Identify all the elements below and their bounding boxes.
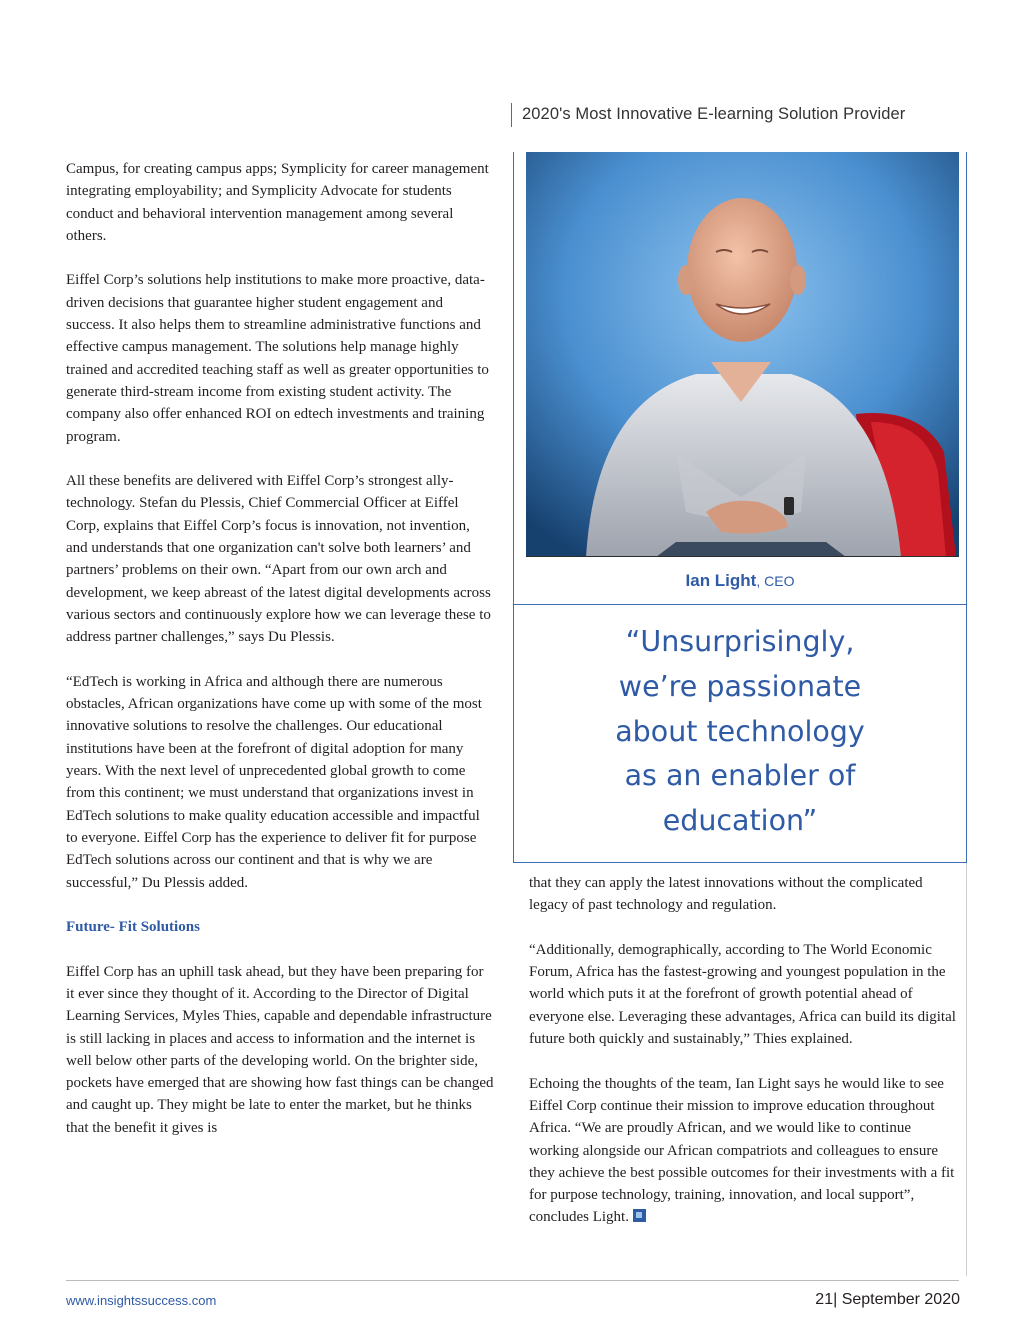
pull-quote-line: we’re passionate	[618, 669, 862, 703]
article-paragraph-text: Echoing the thoughts of the team, Ian Light says he would like to see Eiffel Corp continue their mission to improve education throughout Africa. “We are proudly African, and we would like to continue working alongside our African compatriots and colleagues to ensure they achieve the best possible outcomes for their investments with a fit for purpose technology, training, innovation, and local support”, concludes Light.	[529, 1075, 955, 1226]
left-article-column	[66, 158, 494, 1161]
article-paragraph: “EdTech is working in Africa and although there are numerous obstacles, African organizations have come up with some of the most innovative solutions to resolve the challenges. Our educational institutions have been at the forefront of digital adoption for many years. With the next level of unprecedented global growth to come from this continent; we must understand that organizations invest in EdTech solutions to make quality education accessible and impactful to everyone. Eiffel Corp has the experience to deliver fit for purpose EdTech solutions across our continent and that is why we are successful,” Du Plessis added.	[66, 673, 482, 891]
end-of-article-icon	[633, 1209, 646, 1222]
photo-caption	[513, 571, 967, 591]
pull-quote-line: as an enabler of	[624, 759, 856, 793]
right-article-column	[529, 872, 959, 1251]
article-paragraph: that they can apply the latest innovations without the complicated legacy of past technology and regulation.	[529, 875, 923, 914]
sidebar-frame-bottom	[513, 862, 967, 863]
footer-website-link[interactable]: www.insightssuccess.com	[66, 1293, 217, 1308]
pull-quote	[513, 620, 967, 844]
section-header-title: 2020's Most Innovative E-learning Solution Provider	[522, 105, 906, 123]
footer-divider	[66, 1280, 959, 1281]
article-paragraph: Eiffel Corp’s solutions help institutions to make more proactive, data-driven decisions that guarantee higher student engagement and success. It also helps them to streamline administrative functions and effective campus management. The solutions help manage highly trained and accredited teaching staff as well as greater opportunities to generate third-stream income from existing student activity. The company also offer enhanced ROI on edtech investments and training program.	[66, 272, 489, 445]
section-subheading: Future- Fit Solutions	[66, 919, 200, 936]
column-rule	[966, 863, 967, 1276]
footer-page-info: 21| September 2020	[815, 1291, 960, 1308]
article-paragraph: Eiffel Corp has an uphill task ahead, but they have been preparing for it ever since they thought of it. According to the Director of Digital Learning Services, Myles Thies, capable and dependable infrastructure is still lacking in places and access to information and the internet is well below other parts of the developing world. On the brighter side, pockets have emerged that are showing how fast things can be changed and caught up. They might be late to enter the market, but he thinks that the benefit it gives is	[66, 963, 494, 1136]
article-paragraph: “Additionally, demographically, according to The World Economic Forum, Africa has the fastest-growing and youngest population in the world which puts it at the forefront of growth potential ahead of everyone else. Leveraging these advantages, Africa can build its digital future both quickly and sustainably,” Thies explained.	[529, 941, 956, 1048]
caption-name: Ian Light	[685, 571, 757, 590]
caption-role: , CEO	[756, 573, 795, 589]
article-paragraph: All these benefits are delivered with Eiffel Corp’s strongest ally- technology. Stefan du Plessis, Chief Commercial Officer at Eiffel Corp, explains that Eiffel Corp’s focus is innovation, not invention, and understands that one organization can't solve both learners’ and partners’ problems on their own. “Apart from our own arch and development, we keep abreast of the latest digital developments across various sectors and continuously explore how we can leverage these to address partner challenges,” says Du Plessis.	[66, 473, 491, 646]
ceo-portrait-photo	[526, 152, 959, 557]
pull-quote-line: education”	[662, 804, 818, 838]
article-paragraph: Campus, for creating campus apps; Symplicity for career management integrating employability; and Symplicity Advocate for students conduct and behavioral intervention management among several others.	[66, 161, 489, 244]
sidebar-divider	[513, 604, 967, 605]
article-paragraph	[529, 1073, 959, 1229]
header-divider	[511, 103, 512, 127]
pull-quote-line: about technology	[615, 714, 865, 748]
pull-quote-line: “Unsurprisingly,	[625, 625, 855, 658]
